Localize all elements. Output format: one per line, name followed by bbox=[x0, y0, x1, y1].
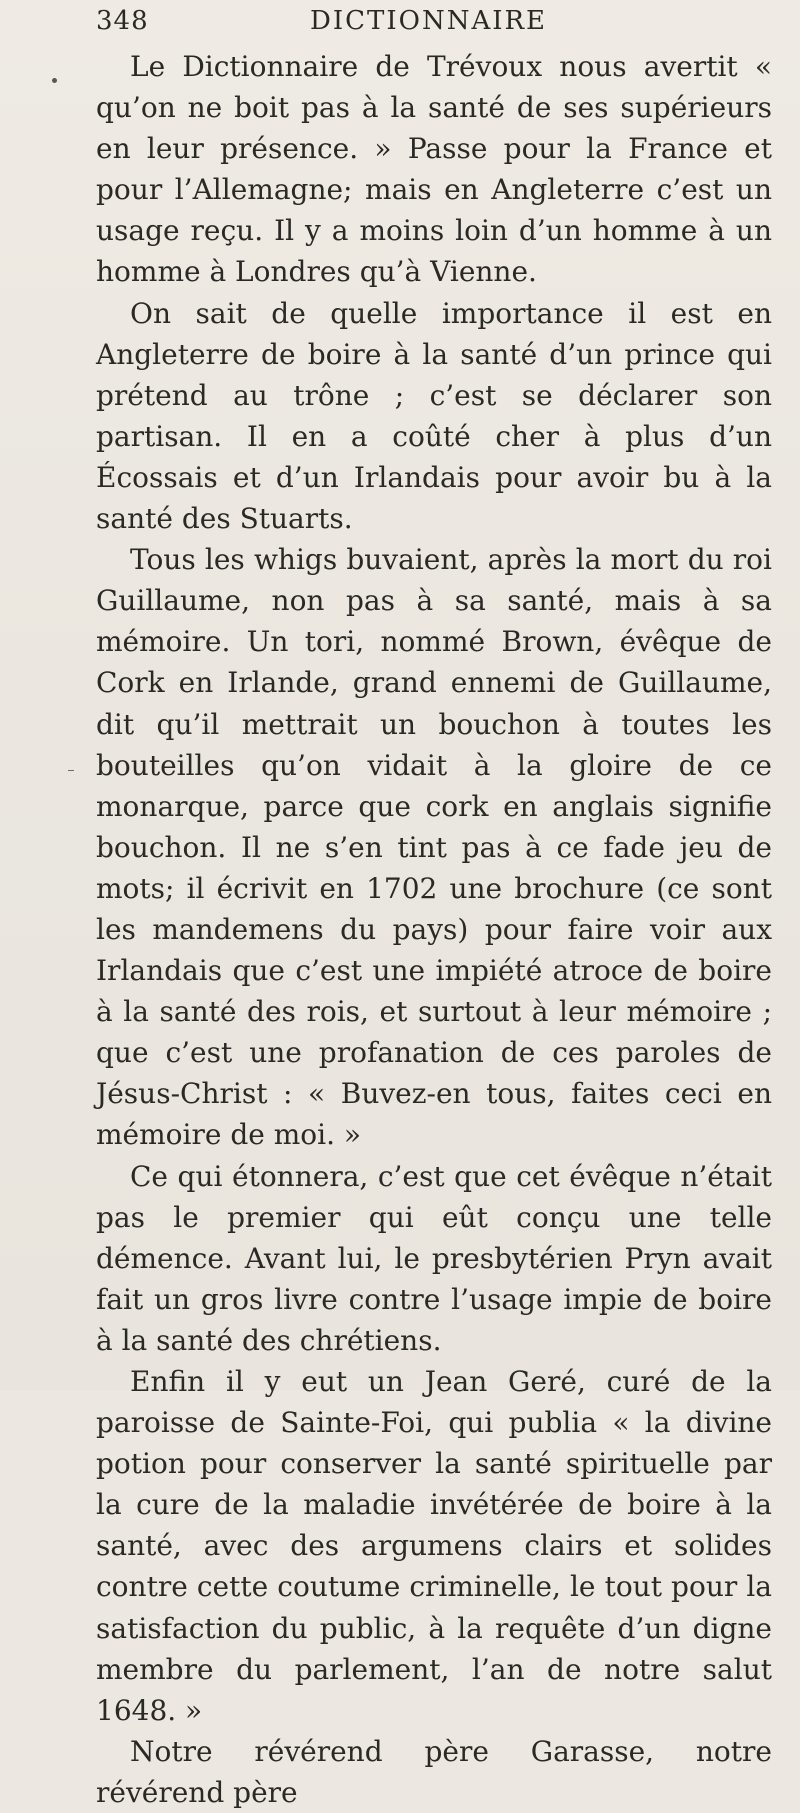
paragraph-3: Tous les whigs buvaient, après la mort du roi Guillaume, non pas à sa santé, mais à sa mémoire. Un tori, nommé Brown, évêque de Cork en Irlande, grand ennemi de Guillaume, dit qu’il mettrait un bouchon à toutes les bouteilles qu’on vidait à la gloire de ce monarque, parce que cork en anglais signifie bouchon. Il ne s’en tint pas à ce fade jeu de mots; il écrivit en 1702 une brochure (ce sont les mandemens du pays) pour faire voir aux Irlandais que c’est une impiété atroce de boire à la santé des rois, et surtout à leur mémoire ; que c’est une profanation de ces paroles de Jésus-Christ : « Buvez-en tous, faites ceci en mémoire de moi. » bbox=[96, 543, 772, 1152]
page-header bbox=[96, 6, 760, 42]
running-head: DICTIONNAIRE bbox=[310, 6, 548, 36]
body-text bbox=[96, 46, 772, 1813]
paragraph-1: Le Dictionnaire de Trévoux nous avertit « qu’on ne boit pas à la santé de ses supérieurs en leur présence. » Passe pour la France et pour l’Allemagne; mais en Angleterre c’est un usage reçu. Il y a moins loin d’un homme à un homme à Londres qu’à Vienne. bbox=[96, 50, 772, 289]
paragraph-5: Enfin il y eut un Jean Geré, curé de la paroisse de Sainte-Foi, qui publia « la divine potion pour conserver la santé spirituelle par la cure de la maladie invétérée de boire à la santé, avec des argumens clairs et solides contre cette coutume criminelle, le tout pour la satisfaction du public, à la requête d’un digne membre du parlement, l’an de notre salut 1648. » bbox=[96, 1365, 772, 1727]
margin-tick bbox=[68, 770, 74, 771]
paragraph-2: On sait de quelle importance il est en Angleterre de boire à la santé d’un prince qui prétend au trône ; c’est se déclarer son partisan. Il en a coûté cher à plus d’un Écossais et d’un Irlandais pour avoir bu à la santé des Stuarts. bbox=[96, 296, 772, 536]
page-number: 348 bbox=[96, 6, 149, 36]
margin-dot bbox=[52, 78, 57, 83]
paragraph-6: Notre révérend père Garasse, notre révérend père bbox=[96, 1734, 772, 1809]
paragraph-4: Ce qui étonnera, c’est que cet évêque n’était pas le premier qui eût conçu une telle démence. Avant lui, le presbytérien Pryn avait fait un gros livre contre l’usage impie de boire à la santé des chrétiens. bbox=[96, 1159, 772, 1357]
